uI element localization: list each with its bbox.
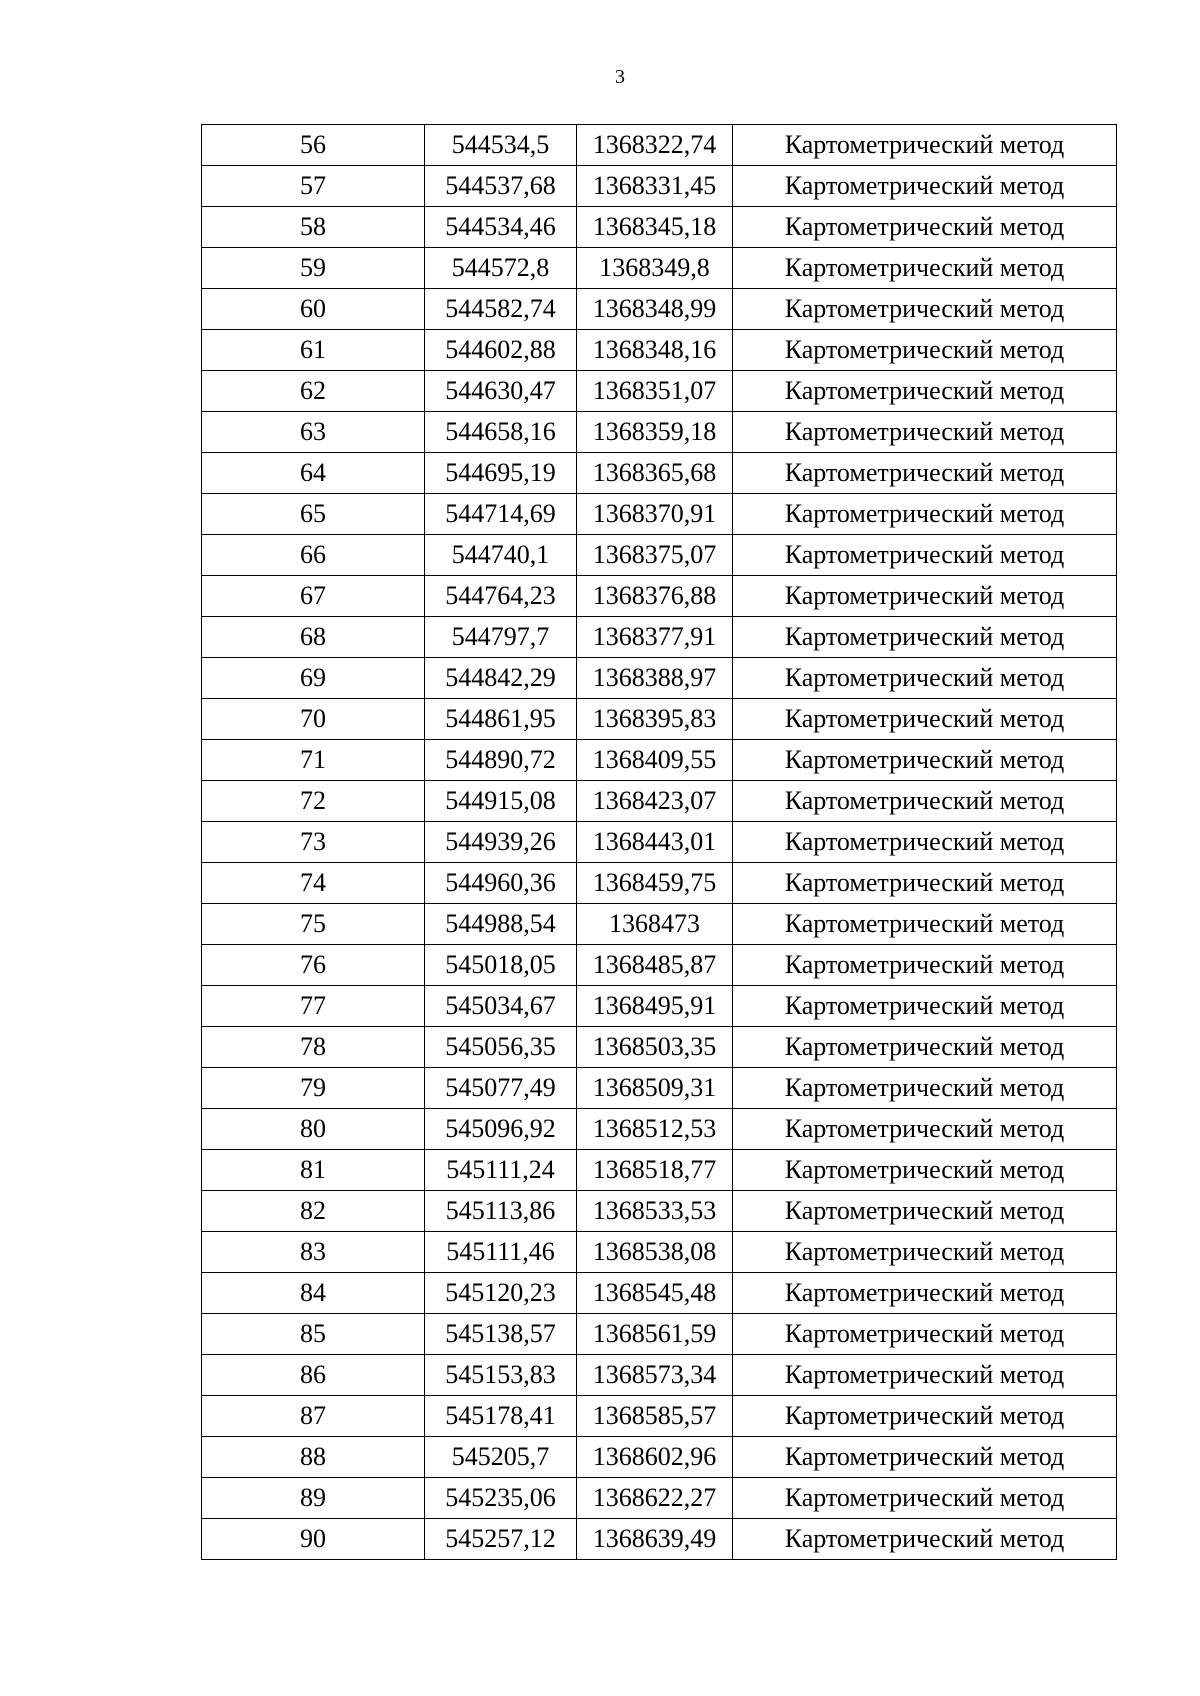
x-coordinate-cell: 545235,06 — [425, 1478, 577, 1519]
x-coordinate-cell: 544939,26 — [425, 822, 577, 863]
y-coordinate-cell: 1368345,18 — [577, 207, 733, 248]
x-coordinate-cell: 544534,5 — [425, 125, 577, 166]
page-number: 3 — [615, 66, 625, 88]
x-coordinate-cell: 544602,88 — [425, 330, 577, 371]
x-coordinate-cell: 544658,16 — [425, 412, 577, 453]
x-coordinate-cell: 544842,29 — [425, 658, 577, 699]
x-coordinate-cell: 544890,72 — [425, 740, 577, 781]
x-coordinate-cell: 544695,19 — [425, 453, 577, 494]
method-cell: Картометрический метод — [733, 1437, 1117, 1478]
point-number-cell: 81 — [202, 1150, 425, 1191]
method-cell: Картометрический метод — [733, 1519, 1117, 1560]
table-row — [202, 658, 1117, 699]
point-number-cell: 71 — [202, 740, 425, 781]
point-number-cell: 58 — [202, 207, 425, 248]
table-row — [202, 289, 1117, 330]
table-row — [202, 904, 1117, 945]
method-cell: Картометрический метод — [733, 535, 1117, 576]
table-row — [202, 494, 1117, 535]
x-coordinate-cell: 544960,36 — [425, 863, 577, 904]
method-cell: Картометрический метод — [733, 125, 1117, 166]
table-row — [202, 1232, 1117, 1273]
point-number-cell: 89 — [202, 1478, 425, 1519]
y-coordinate-cell: 1368365,68 — [577, 453, 733, 494]
table-row — [202, 576, 1117, 617]
method-cell: Картометрический метод — [733, 863, 1117, 904]
y-coordinate-cell: 1368331,45 — [577, 166, 733, 207]
y-coordinate-cell: 1368538,08 — [577, 1232, 733, 1273]
table-row — [202, 330, 1117, 371]
method-cell: Картометрический метод — [733, 207, 1117, 248]
x-coordinate-cell: 545257,12 — [425, 1519, 577, 1560]
table-row — [202, 248, 1117, 289]
point-number-cell: 86 — [202, 1355, 425, 1396]
y-coordinate-cell: 1368375,07 — [577, 535, 733, 576]
y-coordinate-cell: 1368376,88 — [577, 576, 733, 617]
x-coordinate-cell: 545113,86 — [425, 1191, 577, 1232]
x-coordinate-cell: 544915,08 — [425, 781, 577, 822]
table-row — [202, 699, 1117, 740]
x-coordinate-cell: 545034,67 — [425, 986, 577, 1027]
y-coordinate-cell: 1368349,8 — [577, 248, 733, 289]
coordinates-table-body — [202, 125, 1117, 1560]
point-number-cell: 85 — [202, 1314, 425, 1355]
y-coordinate-cell: 1368545,48 — [577, 1273, 733, 1314]
point-number-cell: 72 — [202, 781, 425, 822]
y-coordinate-cell: 1368573,34 — [577, 1355, 733, 1396]
x-coordinate-cell: 544714,69 — [425, 494, 577, 535]
table-row — [202, 535, 1117, 576]
y-coordinate-cell: 1368359,18 — [577, 412, 733, 453]
y-coordinate-cell: 1368561,59 — [577, 1314, 733, 1355]
table-row — [202, 125, 1117, 166]
point-number-cell: 74 — [202, 863, 425, 904]
y-coordinate-cell: 1368443,01 — [577, 822, 733, 863]
method-cell: Картометрический метод — [733, 1232, 1117, 1273]
x-coordinate-cell: 544537,68 — [425, 166, 577, 207]
x-coordinate-cell: 545056,35 — [425, 1027, 577, 1068]
method-cell: Картометрический метод — [733, 986, 1117, 1027]
method-cell: Картометрический метод — [733, 1273, 1117, 1314]
x-coordinate-cell: 545111,24 — [425, 1150, 577, 1191]
point-number-cell: 70 — [202, 699, 425, 740]
table-row — [202, 1437, 1117, 1478]
table-row — [202, 453, 1117, 494]
y-coordinate-cell: 1368585,57 — [577, 1396, 733, 1437]
y-coordinate-cell: 1368348,16 — [577, 330, 733, 371]
table-row — [202, 1396, 1117, 1437]
table-row — [202, 1478, 1117, 1519]
point-number-cell: 78 — [202, 1027, 425, 1068]
table-row — [202, 986, 1117, 1027]
x-coordinate-cell: 545077,49 — [425, 1068, 577, 1109]
method-cell: Картометрический метод — [733, 248, 1117, 289]
y-coordinate-cell: 1368388,97 — [577, 658, 733, 699]
x-coordinate-cell: 545120,23 — [425, 1273, 577, 1314]
method-cell: Картометрический метод — [733, 1191, 1117, 1232]
point-number-cell: 64 — [202, 453, 425, 494]
point-number-cell: 62 — [202, 371, 425, 412]
table-row — [202, 207, 1117, 248]
point-number-cell: 84 — [202, 1273, 425, 1314]
point-number-cell: 80 — [202, 1109, 425, 1150]
method-cell: Картометрический метод — [733, 1068, 1117, 1109]
point-number-cell: 83 — [202, 1232, 425, 1273]
method-cell: Картометрический метод — [733, 1478, 1117, 1519]
point-number-cell: 60 — [202, 289, 425, 330]
point-number-cell: 88 — [202, 1437, 425, 1478]
y-coordinate-cell: 1368518,77 — [577, 1150, 733, 1191]
x-coordinate-cell: 544572,8 — [425, 248, 577, 289]
method-cell: Картометрический метод — [733, 658, 1117, 699]
x-coordinate-cell: 544630,47 — [425, 371, 577, 412]
x-coordinate-cell: 544764,23 — [425, 576, 577, 617]
table-row — [202, 166, 1117, 207]
method-cell: Картометрический метод — [733, 822, 1117, 863]
table-row — [202, 945, 1117, 986]
x-coordinate-cell: 544861,95 — [425, 699, 577, 740]
y-coordinate-cell: 1368395,83 — [577, 699, 733, 740]
table-row — [202, 1314, 1117, 1355]
y-coordinate-cell: 1368503,35 — [577, 1027, 733, 1068]
method-cell: Картометрический метод — [733, 740, 1117, 781]
point-number-cell: 69 — [202, 658, 425, 699]
x-coordinate-cell: 544988,54 — [425, 904, 577, 945]
method-cell: Картометрический метод — [733, 1027, 1117, 1068]
point-number-cell: 76 — [202, 945, 425, 986]
method-cell: Картометрический метод — [733, 1150, 1117, 1191]
point-number-cell: 82 — [202, 1191, 425, 1232]
y-coordinate-cell: 1368423,07 — [577, 781, 733, 822]
method-cell: Картометрический метод — [733, 1314, 1117, 1355]
y-coordinate-cell: 1368485,87 — [577, 945, 733, 986]
y-coordinate-cell: 1368495,91 — [577, 986, 733, 1027]
point-number-cell: 73 — [202, 822, 425, 863]
table-row — [202, 1109, 1117, 1150]
y-coordinate-cell: 1368512,53 — [577, 1109, 733, 1150]
table-row — [202, 740, 1117, 781]
method-cell: Картометрический метод — [733, 904, 1117, 945]
y-coordinate-cell: 1368351,07 — [577, 371, 733, 412]
coordinates-table — [201, 124, 1117, 1560]
method-cell: Картометрический метод — [733, 166, 1117, 207]
point-number-cell: 63 — [202, 412, 425, 453]
y-coordinate-cell: 1368509,31 — [577, 1068, 733, 1109]
table-row — [202, 1068, 1117, 1109]
point-number-cell: 61 — [202, 330, 425, 371]
method-cell: Картометрический метод — [733, 494, 1117, 535]
point-number-cell: 77 — [202, 986, 425, 1027]
table-row — [202, 1191, 1117, 1232]
method-cell: Картометрический метод — [733, 1109, 1117, 1150]
method-cell: Картометрический метод — [733, 781, 1117, 822]
method-cell: Картометрический метод — [733, 945, 1117, 986]
y-coordinate-cell: 1368602,96 — [577, 1437, 733, 1478]
method-cell: Картометрический метод — [733, 576, 1117, 617]
y-coordinate-cell: 1368377,91 — [577, 617, 733, 658]
table-row — [202, 617, 1117, 658]
x-coordinate-cell: 544534,46 — [425, 207, 577, 248]
point-number-cell: 68 — [202, 617, 425, 658]
point-number-cell: 66 — [202, 535, 425, 576]
point-number-cell: 67 — [202, 576, 425, 617]
method-cell: Картометрический метод — [733, 453, 1117, 494]
method-cell: Картометрический метод — [733, 330, 1117, 371]
point-number-cell: 59 — [202, 248, 425, 289]
method-cell: Картометрический метод — [733, 1396, 1117, 1437]
x-coordinate-cell: 545096,92 — [425, 1109, 577, 1150]
method-cell: Картометрический метод — [733, 699, 1117, 740]
y-coordinate-cell: 1368622,27 — [577, 1478, 733, 1519]
x-coordinate-cell: 544797,7 — [425, 617, 577, 658]
point-number-cell: 79 — [202, 1068, 425, 1109]
method-cell: Картометрический метод — [733, 289, 1117, 330]
x-coordinate-cell: 545205,7 — [425, 1437, 577, 1478]
method-cell: Картометрический метод — [733, 412, 1117, 453]
x-coordinate-cell: 545153,83 — [425, 1355, 577, 1396]
table-row — [202, 1355, 1117, 1396]
table-row — [202, 412, 1117, 453]
point-number-cell: 87 — [202, 1396, 425, 1437]
x-coordinate-cell: 544740,1 — [425, 535, 577, 576]
table-row — [202, 822, 1117, 863]
y-coordinate-cell: 1368370,91 — [577, 494, 733, 535]
table-row — [202, 1027, 1117, 1068]
method-cell: Картометрический метод — [733, 371, 1117, 412]
x-coordinate-cell: 545178,41 — [425, 1396, 577, 1437]
x-coordinate-cell: 545018,05 — [425, 945, 577, 986]
x-coordinate-cell: 545111,46 — [425, 1232, 577, 1273]
point-number-cell: 57 — [202, 166, 425, 207]
y-coordinate-cell: 1368348,99 — [577, 289, 733, 330]
x-coordinate-cell: 544582,74 — [425, 289, 577, 330]
table-row — [202, 863, 1117, 904]
table-row — [202, 371, 1117, 412]
point-number-cell: 56 — [202, 125, 425, 166]
table-row — [202, 1273, 1117, 1314]
point-number-cell: 90 — [202, 1519, 425, 1560]
y-coordinate-cell: 1368473 — [577, 904, 733, 945]
method-cell: Картометрический метод — [733, 617, 1117, 658]
y-coordinate-cell: 1368639,49 — [577, 1519, 733, 1560]
point-number-cell: 75 — [202, 904, 425, 945]
table-row — [202, 1150, 1117, 1191]
y-coordinate-cell: 1368533,53 — [577, 1191, 733, 1232]
table-row — [202, 1519, 1117, 1560]
table-row — [202, 781, 1117, 822]
y-coordinate-cell: 1368322,74 — [577, 125, 733, 166]
point-number-cell: 65 — [202, 494, 425, 535]
y-coordinate-cell: 1368409,55 — [577, 740, 733, 781]
x-coordinate-cell: 545138,57 — [425, 1314, 577, 1355]
method-cell: Картометрический метод — [733, 1355, 1117, 1396]
y-coordinate-cell: 1368459,75 — [577, 863, 733, 904]
